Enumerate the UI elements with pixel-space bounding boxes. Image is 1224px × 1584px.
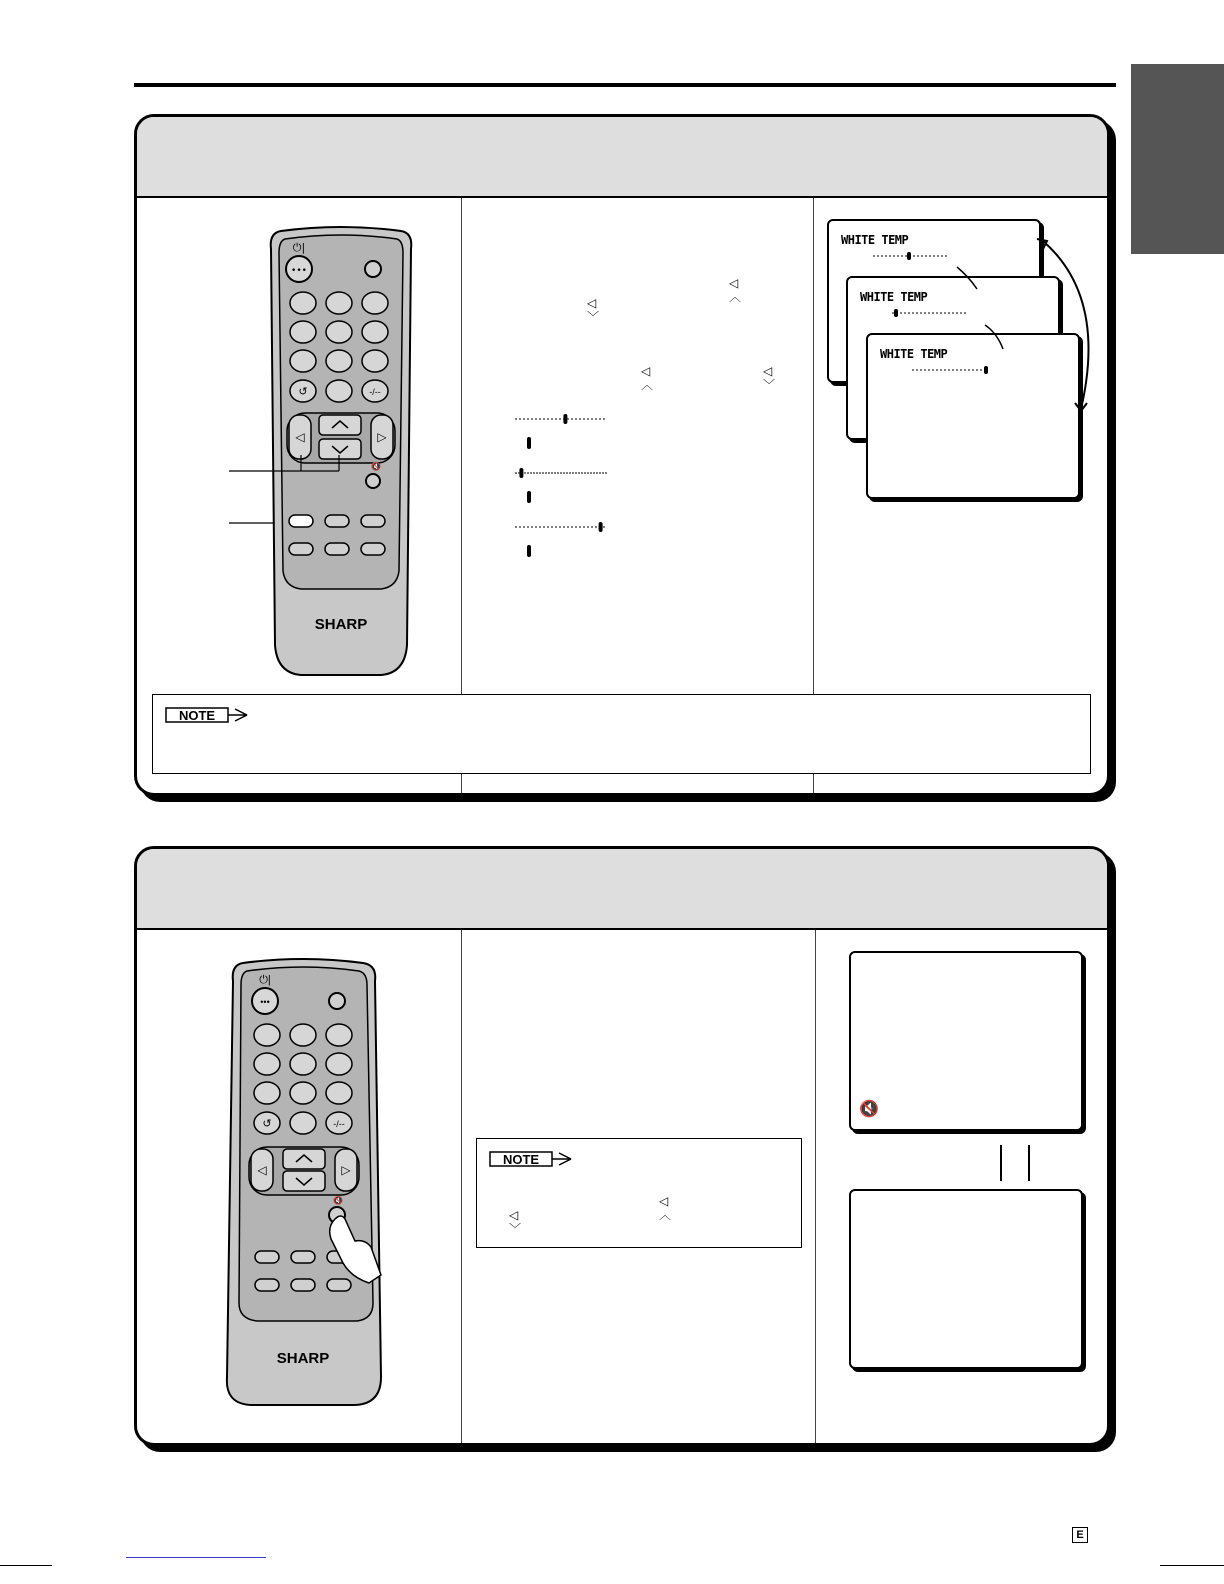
svg-text:︿: ︿ [729,290,742,304]
volume-up-button[interactable] [335,1149,357,1191]
flashback-icon: ↺ [262,1118,272,1130]
white-temp-panel [134,114,1110,796]
svg-text:◁: ◁ [659,1194,669,1208]
footer-rule [0,1565,52,1566]
brand-logo: SHARP [314,616,368,633]
column-divider [461,930,462,1446]
level-marker [527,545,531,557]
brand-logo: SHARP [276,1350,330,1367]
note-badge [489,1149,575,1169]
column-divider [815,930,816,1446]
flashback-icon: ↺ [298,386,308,398]
panel-header [137,849,1107,930]
section-tab [1131,64,1224,254]
footer-link-underline [126,1557,266,1558]
mute-icon: 🔇 [333,1196,343,1205]
svg-text:︿: ︿ [641,378,654,392]
svg-text:◁: ◁ [587,296,597,310]
cycle-arrows [947,237,1107,417]
svg-text:◁: ◁ [295,430,305,444]
svg-text:▷: ▷ [341,1163,351,1177]
svg-text:◁: ◁ [729,276,739,290]
svg-text:◁: ◁ [641,364,651,378]
level-marker [527,491,531,503]
slider-knob [519,468,523,478]
volume-key-glyphs [505,1191,685,1235]
svg-text:◁: ◁ [257,1163,267,1177]
svg-text:•••: ••• [260,997,270,1007]
svg-text:NOTE: NOTE [178,708,216,723]
callout-lines [227,447,397,537]
white-temp-label: WHITE TEMP [860,290,928,304]
svg-text:NOTE: NOTE [502,1152,540,1167]
footer-rule [1160,1565,1224,1566]
note-badge [165,705,251,725]
white-temp-label: WHITE TEMP [841,233,909,247]
svg-text:﹀: ﹀ [509,1222,522,1235]
note-box [476,1138,802,1248]
svg-text:﹀: ﹀ [763,378,776,392]
svg-text:◁: ◁ [509,1208,519,1222]
white-temp-label: WHITE TEMP [880,347,948,361]
toggle-bars [997,1145,1037,1187]
mute-off-screen [849,1189,1083,1369]
volume-down-button[interactable] [251,1149,273,1191]
slider-knob [563,414,567,424]
page-language-mark: E [1072,1527,1088,1543]
mute-icon: 🔇 [859,1101,879,1118]
svg-text:︿: ︿ [659,1208,672,1222]
slider-knob [599,522,603,532]
svg-text:⏻|: ⏻| [292,241,306,254]
digit-icon: -/-- [369,387,381,397]
digit-icon: -/-- [333,1119,345,1129]
mute-icon: 🔇 [371,462,381,471]
remote-control [223,957,393,1409]
white-temp-slider-examples [509,409,619,569]
note-box [152,694,1091,774]
mute-panel [134,846,1110,1446]
svg-text:﹀: ﹀ [587,310,600,324]
svg-text:◁: ◁ [763,364,773,378]
top-rule [134,83,1116,87]
svg-text:⏻|: ⏻| [259,974,271,986]
panel-header [137,117,1107,198]
white-temp-bar [873,251,953,261]
svg-text:▷: ▷ [377,430,387,444]
mute-on-screen [849,951,1083,1131]
level-marker [527,437,531,449]
svg-text:•••: ••• [291,266,307,276]
